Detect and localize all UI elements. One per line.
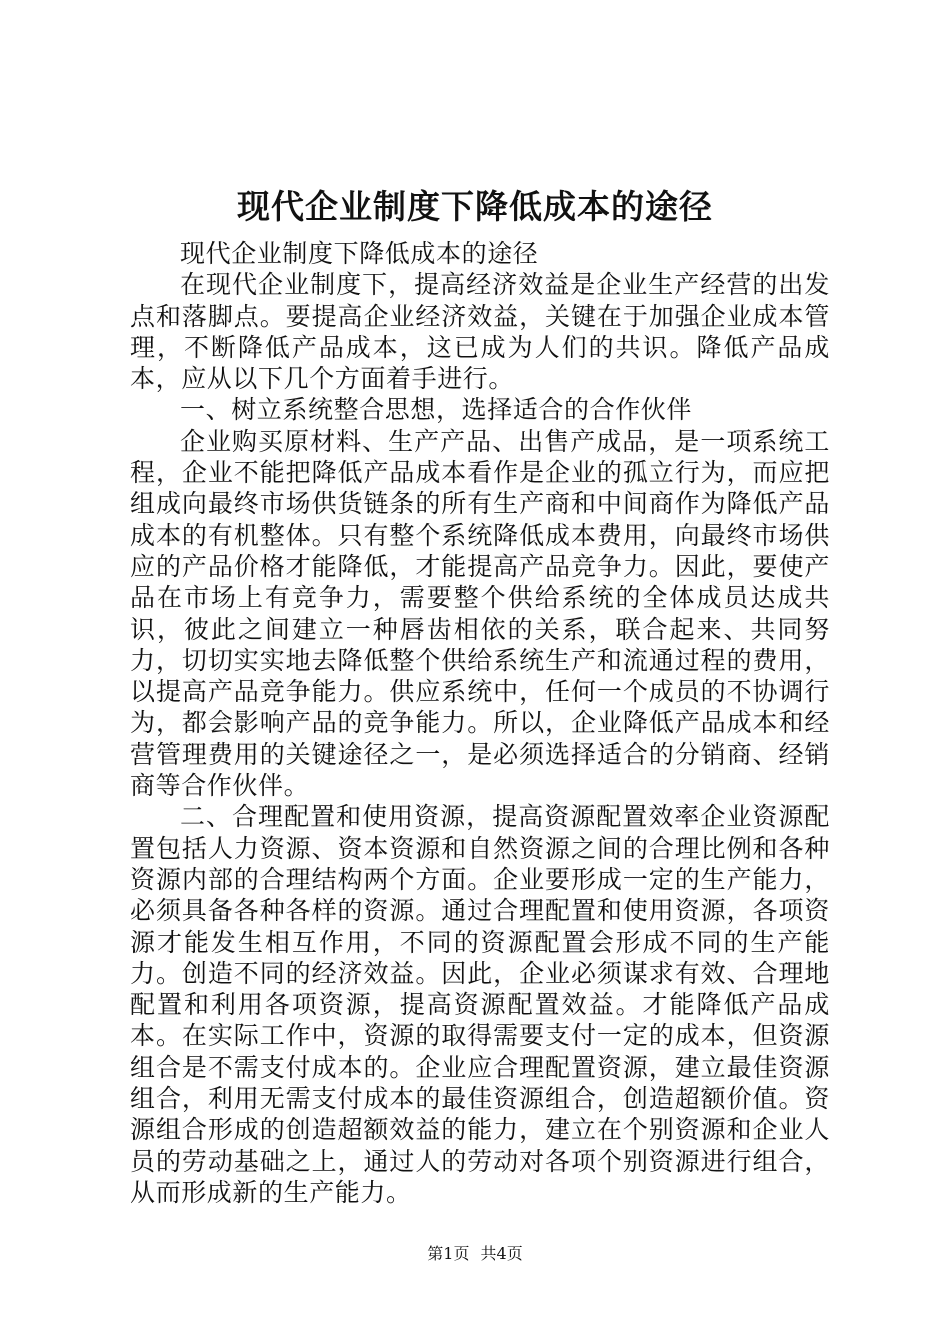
paragraph-subtitle: 现代企业制度下降低成本的途径 <box>180 239 539 268</box>
paragraph-section-1: 企业购买原材料、生产产品、出售产成品，是一项系统工程，企业不能把降低产品成本看作是企业的孤立行为，而应把组成向最终市场供货链条的所有生产商和中间商作为降低产品成本的有机整体。只有整个系统降低成本费用，向最终市场供应的产品价格才能降低，才能提高产品竞争力。因此，要使产品在市场上有竞争力，需要整个供给系统的全体成员达成共识，彼此之间建立一种唇齿相依的关系，联合起来、共同努力，切切实实地去降低整个供给系统生产和流通过程的费用，以提高产品竞争能力。供应系统中，任何一个成员的不协调行为，都会影响产品的竞争能力。所以，企业降低产品成本和经营管理费用的关键途径之一，是必须选择适合的分销商、经销商等合作伙伴。 <box>130 426 830 801</box>
page-number: 第1页 <box>427 1244 470 1263</box>
page-footer <box>0 1243 950 1265</box>
document-title: 现代企业制度下降低成本的途径 <box>237 187 713 226</box>
document-body <box>130 238 830 1208</box>
page-total: 共4页 <box>480 1244 523 1263</box>
paragraph-section-2: 二、合理配置和使用资源，提高资源配置效率企业资源配置包括人力资源、资本资源和自然资源之间的合理比例和各种资源内部的合理结构两个方面。企业要形成一定的生产能力，必须具备各种各样的资源。通过合理配置和使用资源，各项资源才能发生相互作用，不同的资源配置会形成不同的生产能力。创造不同的经济效益。因此，企业必须谋求有效、合理地配置和利用各项资源，提高资源配置效益。才能降低产品成本。在实际工作中，资源的取得需要支付一定的成本，但资源组合是不需支付成本的。企业应合理配置资源，建立最佳资源组合，利用无需支付成本的最佳资源组合，创造超额价值。资源组合形成的创造超额效益的能力，建立在个别资源和企业人员的劳动基础之上，通过人的劳动对各项个别资源进行组合，从而形成新的生产能力。 <box>130 802 830 1207</box>
paragraph-intro: 在现代企业制度下，提高经济效益是企业生产经营的出发点和落脚点。要提高企业经济效益，关键在于加强企业成本管理，不断降低产品成本，这已成为人们的共识。降低产品成本，应从以下几个方面着手进行。 <box>130 270 830 394</box>
section-heading-1: 一、树立系统整合思想，选择适合的合作伙伴 <box>180 395 693 425</box>
